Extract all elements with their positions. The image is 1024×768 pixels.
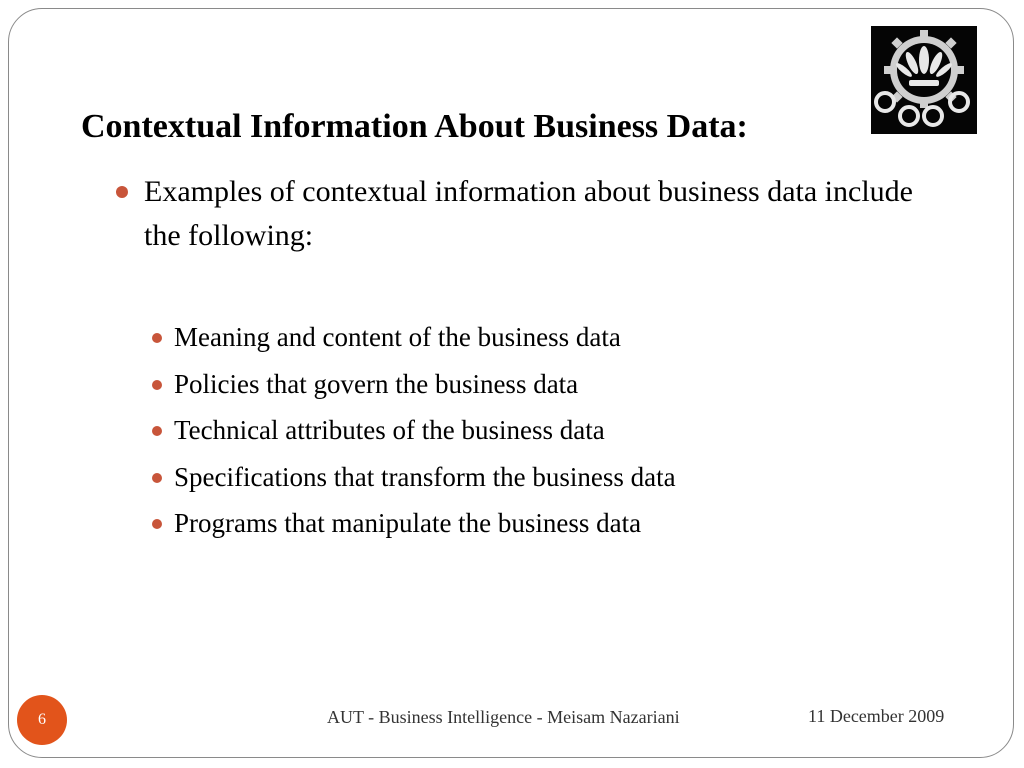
list-item-text: Policies that govern the business data bbox=[174, 368, 579, 399]
list-item-text: Technical attributes of the business data bbox=[174, 415, 605, 445]
list-item-text: Programs that manipulate the business data bbox=[174, 508, 642, 538]
slide-title: Contextual Information About Business Data: bbox=[81, 108, 748, 145]
bullet-dot-icon bbox=[152, 333, 162, 343]
page-number-badge: 6 bbox=[17, 695, 67, 745]
list-item-text: Specifications that transform the business data bbox=[174, 461, 676, 492]
bullet-dot-icon bbox=[152, 519, 162, 529]
bullet-dot-icon bbox=[116, 186, 128, 198]
main-bullet-text: Examples of contextual information about business data include the following: bbox=[144, 175, 913, 252]
university-emblem-icon bbox=[871, 26, 977, 134]
list-item-text: Meaning and content of the business data bbox=[174, 322, 621, 352]
bullet-dot-icon bbox=[152, 473, 162, 483]
footer-date: 11 December 2009 bbox=[808, 706, 945, 726]
bullet-dot-icon bbox=[152, 380, 162, 390]
bullet-dot-icon bbox=[152, 426, 162, 436]
footer-text: AUT - Business Intelligence - Meisam Nazariani bbox=[327, 707, 680, 727]
